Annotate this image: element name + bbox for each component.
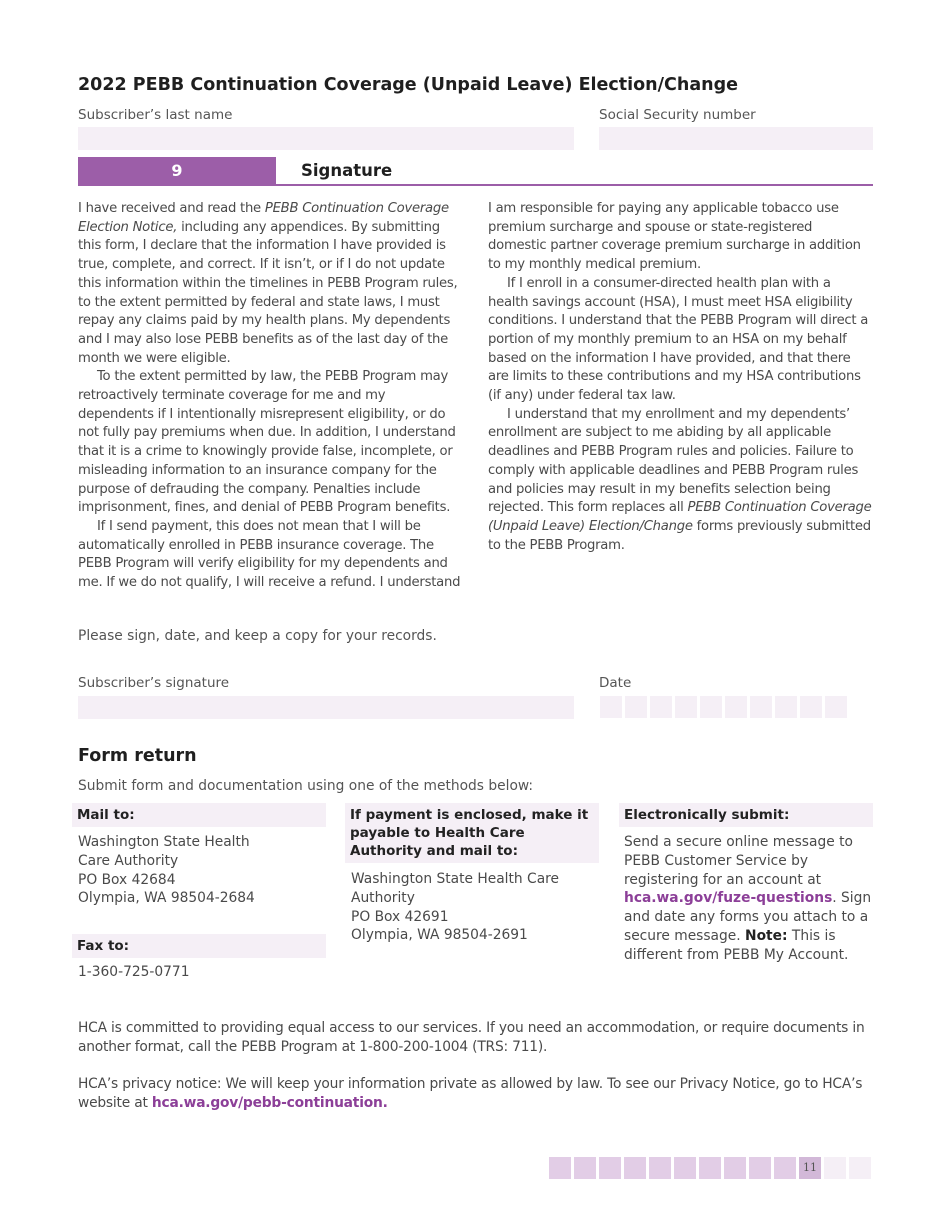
- ssn-field[interactable]: [599, 127, 873, 150]
- electronic-heading: Electronically submit:: [619, 803, 873, 827]
- note-label: Note:: [745, 927, 788, 944]
- payment-address: Washington State Health Care Authority PO Box 42691 Olympia, WA 98504-2691: [351, 871, 560, 944]
- mail-address: Washington State Health Care Authority PO Box 42684 Olympia, WA 98504-2684: [78, 834, 255, 907]
- date-digit-box[interactable]: [775, 696, 797, 718]
- page-indicator: [549, 1157, 871, 1179]
- right-column: [488, 200, 874, 555]
- date-digit-box[interactable]: [625, 696, 647, 718]
- page-tab: [774, 1157, 796, 1179]
- right-paragraph-1: I am responsible for paying any applicable tobacco use premium surcharge and spouse or state-registered domestic partner coverage premium surcharge in addition to my monthly medical premium.: [488, 201, 861, 273]
- page-tab: [549, 1157, 571, 1179]
- date-digit-box[interactable]: [650, 696, 672, 718]
- section-header: [78, 157, 873, 186]
- privacy-link[interactable]: hca.wa.gov/pebb-continuation.: [151, 1095, 388, 1111]
- page-tab: [749, 1157, 771, 1179]
- form-title-reference: PEBB Continuation Coverage (Unpaid Leave) Election/Change: [488, 500, 872, 534]
- date-label: Date: [599, 675, 632, 691]
- form-return-intro: Submit form and documentation using one of the methods below:: [78, 778, 534, 794]
- right-paragraph-2: If I enroll in a consumer-directed health plan with a health savings account (HSA), I must meet HSA eligibility conditions. I understand that the PEBB Program will direct a portion of my monthly premium to an HSA on my behalf based on the information I have provided, and that there are limits to these contributions and my HSA contributions (if any) under federal tax law.: [488, 275, 869, 404]
- sign-instruction: Please sign, date, and keep a copy for your records.: [78, 628, 437, 644]
- accommodation-notice: HCA is committed to providing equal access to our services. If you need an accommodation, or require documents in another format, call the PEBB Program at 1-800-200-1004 (TRS: 711).: [78, 1020, 865, 1055]
- mail-heading: Mail to:: [72, 803, 326, 827]
- date-digit-box[interactable]: [675, 696, 697, 718]
- right-paragraph-3: I understand that my enrollment and my dependents’ enrollment are subject to me abiding by all applicable deadlines and PEBB Program rules and policies. Failure to comply with applicable deadlines and PEBB Program rules and policies may result in my benefits selection being rejected. This form replaces all PEBB Continuation Coverage (Unpaid Leave) Election/Change forms previously submitted to the PEBB Program.: [488, 406, 872, 553]
- left-paragraph-3: If I send payment, this does not mean that I will be automatically enrolled in PEBB insurance coverage. The PEBB Program will verify eligibility for my dependents and me. If we do not qualify, I will receive a refund. I understand: [78, 518, 461, 591]
- left-column: [78, 200, 462, 593]
- fax-number: 1-360-725-0771: [78, 964, 190, 980]
- fax-heading: Fax to:: [72, 934, 326, 958]
- payment-heading: If payment is enclosed, make it payable to Health Care Authority and mail to:: [345, 803, 599, 863]
- page-tab: [674, 1157, 696, 1179]
- signature-field[interactable]: [78, 696, 574, 719]
- section-title: Signature: [301, 161, 393, 180]
- date-digit-box[interactable]: [700, 696, 722, 718]
- page-tab: [599, 1157, 621, 1179]
- page-tab: [849, 1157, 871, 1179]
- date-digit-box[interactable]: [800, 696, 822, 718]
- date-digit-box[interactable]: [825, 696, 847, 718]
- section-number: 9: [78, 157, 276, 184]
- current-page-number: 11: [799, 1157, 821, 1179]
- page-tab: [624, 1157, 646, 1179]
- page-tab: [699, 1157, 721, 1179]
- last-name-label: Subscriber’s last name: [78, 107, 233, 123]
- page-tab: [649, 1157, 671, 1179]
- last-name-field[interactable]: [78, 127, 574, 150]
- left-paragraph-1: I have received and read the PEBB Continuation Coverage Election Notice, including any appendices. By submitting this form, I declare that the information I have provided is true, complete, and correct. If it isn’t, or if I do not update this information within the timelines in PEBB Program rules, to the extent permitted by federal and state laws, I must repay any claims paid by my health plans. My dependents and I may also lose PEBB benefits as of the last day of the month we were eligible.: [78, 201, 458, 366]
- page-tab: [824, 1157, 846, 1179]
- page-tab: [574, 1157, 596, 1179]
- form-return-heading: Form return: [78, 746, 197, 766]
- date-field[interactable]: [600, 696, 847, 718]
- electronic-instructions: Send a secure online message to PEBB Customer Service by registering for an account at hca.wa.gov/fuze-questions. Sign and date any forms you attach to a secure message. Note: This is different from PEBB My Account.: [624, 834, 872, 963]
- page-tab: [724, 1157, 746, 1179]
- form-title: 2022 PEBB Continuation Coverage (Unpaid Leave) Election/Change: [78, 75, 738, 95]
- signature-label: Subscriber’s signature: [78, 675, 230, 691]
- ssn-label: Social Security number: [599, 107, 756, 123]
- date-digit-box[interactable]: [725, 696, 747, 718]
- date-digit-box[interactable]: [600, 696, 622, 718]
- date-digit-box[interactable]: [750, 696, 772, 718]
- notice-title: PEBB Continuation Coverage Election Notice,: [78, 201, 449, 235]
- left-paragraph-2: To the extent permitted by law, the PEBB Program may retroactively terminate coverage for me and my dependents if I intentionally misrepresent eligibility, or do not fully pay premiums when due. In addition, I understand that it is a crime to knowingly provide false, incomplete, or misleading information to an insurance company for the purpose of defrauding the company. Penalties include imprisonment, fines, and denial of PEBB Program benefits.: [78, 369, 456, 516]
- fuze-questions-link[interactable]: hca.wa.gov/fuze-questions: [624, 890, 833, 907]
- privacy-notice: HCA’s privacy notice: We will keep your information private as allowed by law. To see our Privacy Notice, go to HCA’s website at hca.wa.gov/pebb-continuation.: [78, 1076, 863, 1111]
